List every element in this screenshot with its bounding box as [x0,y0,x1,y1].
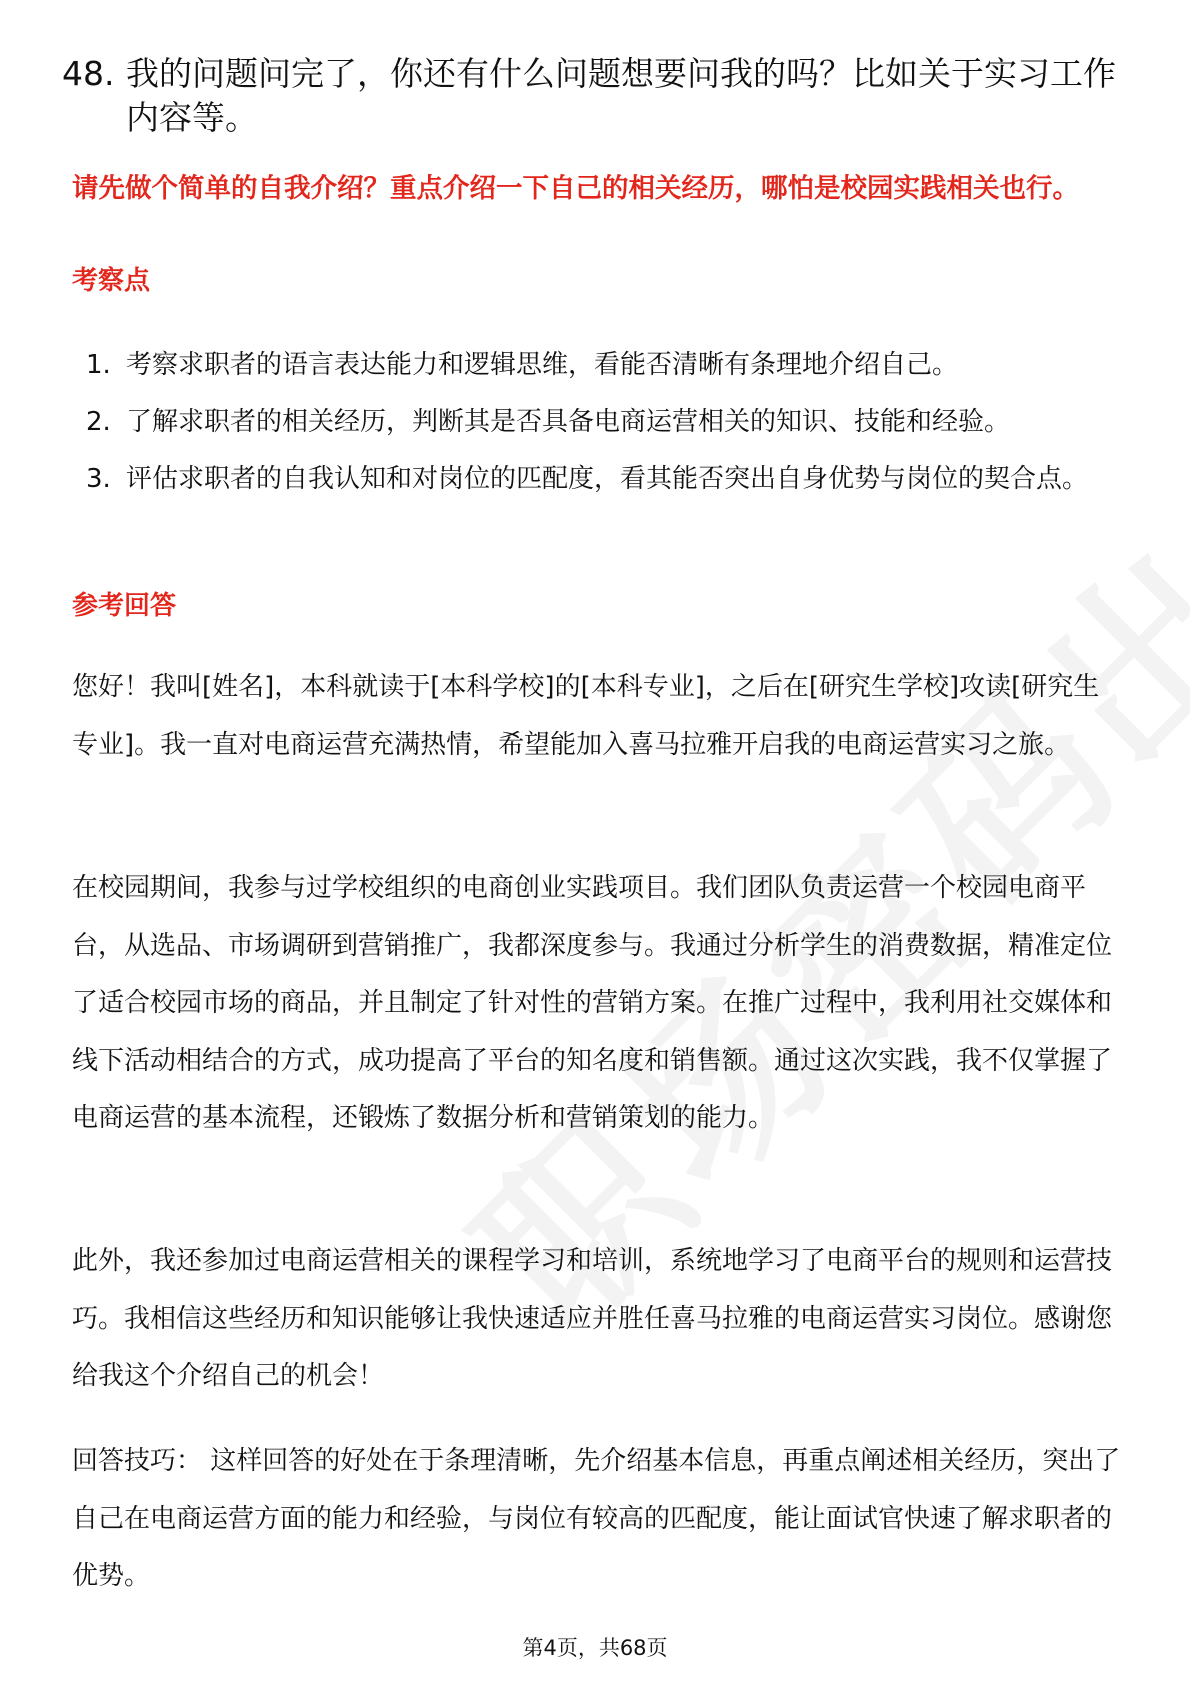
answer-paragraph: 您好！我叫[姓名]，本科就读于[本科学校]的[本科专业]，之后在[研究生学校]攻读[研究生专业]。我一直对电商运营充满热情，希望能加入喜马拉雅开启我的电商运营实习之旅。 [72,672,1100,760]
list-item-number: 3. [86,464,111,494]
list-item-number: 1. [86,350,111,380]
list-item [72,451,1122,508]
answer-paragraph: 在校园期间，我参与过学校组织的电商创业实践项目。我们团队负责运营一个校园电商平台，从选品、市场调研到营销推广，我都深度参与。我通过分析学生的消费数据，精准定位了适合校园市场的商品，并且制定了针对性的营销方案。在推广过程中，我利用社交媒体和线下活动相结合的方式，成功提高了平台的知名度和销售额。通过这次实践，我不仅掌握了电商运营的基本流程，还锻炼了数据分析和营销策划的能力。 [72,873,1113,1133]
intro-prompt: 请先做个简单的自我介绍？重点介绍一下自己的相关经历，哪怕是校园实践相关也行。 [72,173,1079,204]
list-item [72,337,1122,394]
section-heading-answer: 参考回答 [72,591,177,621]
section-heading-check: 考察点 [72,266,151,296]
question-text: 我的问题问完了，你还有什么问题想要问我的吗？比如关于实习工作内容等。 [126,54,1116,137]
question-number: 48. [62,54,115,93]
list-item [72,394,1122,451]
answer-paragraph: 此外，我还参加过电商运营相关的课程学习和培训，系统地学习了电商平台的规则和运营技巧。我相信这些经历和知识能够让我快速适应并胜任喜马拉雅的电商运营实习岗位。感谢您给我这个介绍自己的机会！ [72,1246,1113,1391]
list-item-text: 了解求职者的相关经历，判断其是否具备电商运营相关的知识、技能和经验。 [126,407,1011,437]
question-title [62,52,1132,140]
answer-tips-paragraph: 回答技巧： 这样回答的好处在于条理清晰，先介绍基本信息，再重点阐述相关经历，突出了自己在电商运营方面的能力和经验，与岗位有较高的匹配度，能让面试官快速了解求职者的优势。 [72,1446,1121,1591]
page-footer: 第4页，共68页 [522,1636,668,1660]
list-item-number: 2. [86,407,111,437]
list-item-text: 评估求职者的自我认知和对岗位的匹配度，看其能否突出自身优势与岗位的契合点。 [126,464,1089,494]
check-points-list [72,337,1122,508]
list-item-text: 考察求职者的语言表达能力和逻辑思维，看能否清晰有条理地介绍自己。 [126,350,959,380]
